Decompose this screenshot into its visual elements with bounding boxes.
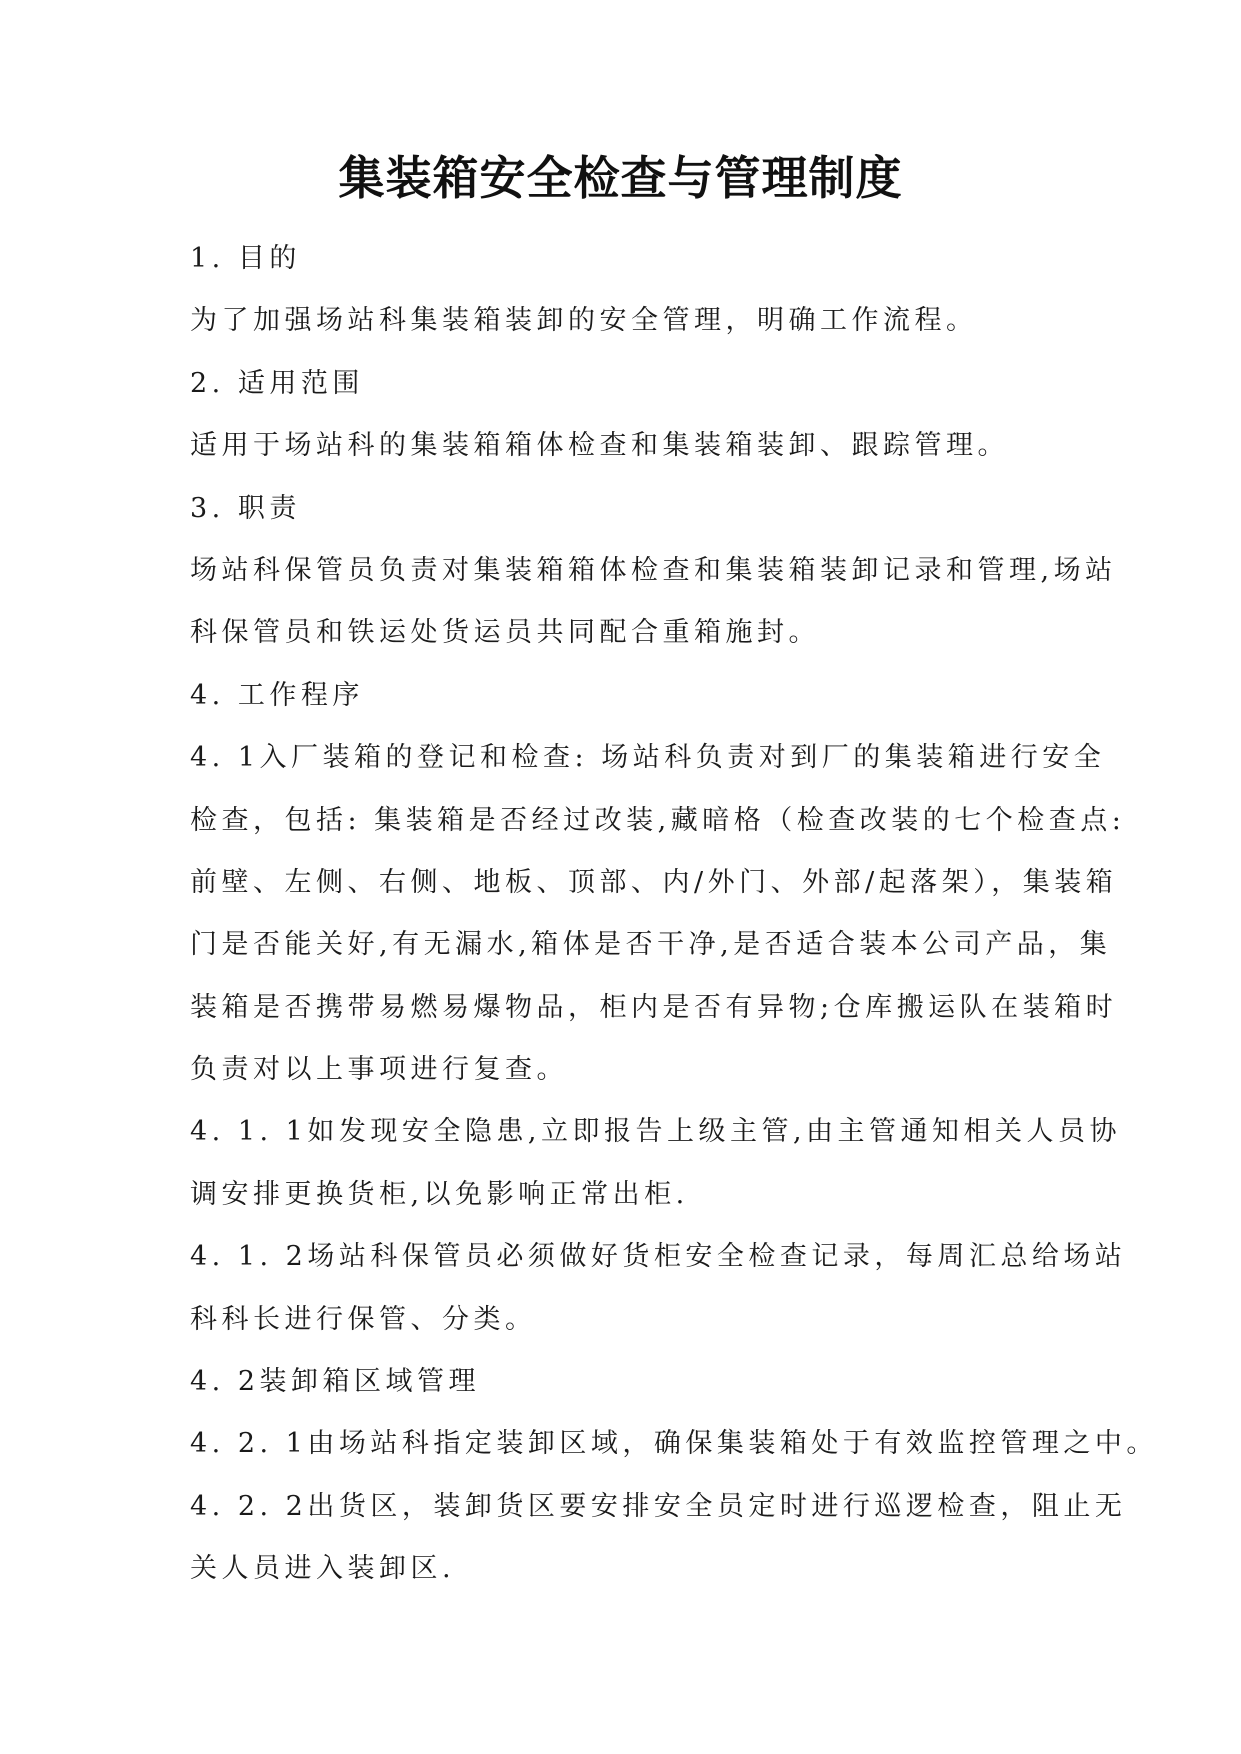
paragraph-line: 关人员进入装卸区. — [190, 1553, 456, 1585]
paragraph-line: 4. 1. 1如发现安全隐患,立即报告上级主管,由主管通知相关人员协 — [190, 1116, 1122, 1148]
document-body — [190, 228, 1158, 1601]
paragraph-line: 场站科保管员负责对集装箱箱体检查和集装箱装卸记录和管理,场站 — [190, 554, 1117, 586]
paragraph-line: 前壁、左侧、右侧、地板、顶部、内/外门、外部/起落架），集装箱 — [190, 866, 1118, 898]
paragraph-line: 适用于场站科的集装箱箱体检查和集装箱装卸、跟踪管理。 — [190, 430, 1009, 462]
paragraph-line: 4. 1. 2场站科保管员必须做好货柜安全检查记录，每周汇总给场站 — [190, 1241, 1127, 1273]
section-heading-procedure: 4. 工作程序 — [190, 679, 364, 711]
paragraph-line: 检查，包括: 集装箱是否经过改装,藏暗格（检查改装的七个检查点: — [190, 804, 1126, 836]
paragraph-line: 门是否能关好,有无漏水,箱体是否干净,是否适合装本公司产品，集 — [190, 929, 1112, 961]
paragraph-line: 为了加强场站科集装箱装卸的安全管理，明确工作流程。 — [190, 305, 978, 337]
paragraph-line: 调安排更换货柜,以免影响正常出柜. — [190, 1178, 689, 1210]
paragraph-line: 科科长进行保管、分类。 — [190, 1303, 537, 1335]
section-heading-purpose: 1. 目的 — [190, 243, 301, 274]
section-heading-scope: 2. 适用范围 — [190, 367, 364, 399]
document-title: 集装箱安全检查与管理制度 — [338, 151, 903, 205]
paragraph-line: 4. 2. 1由场站科指定装卸区域，确保集装箱处于有效监控管理之中。 — [190, 1428, 1158, 1460]
section-heading-responsibility: 3. 职责 — [190, 492, 301, 524]
paragraph-line: 科保管员和铁运处货运员共同配合重箱施封。 — [190, 617, 820, 649]
subsection-heading-loading-area: 4. 2装卸箱区域管理 — [190, 1366, 481, 1398]
paragraph-line: 装箱是否携带易燃易爆物品，柜内是否有异物;仓库搬运队在装箱时 — [190, 991, 1118, 1023]
paragraph-line: 4. 2. 2出货区，装卸货区要安排安全员定时进行巡逻检查，阻止无 — [190, 1490, 1127, 1522]
paragraph-line: 负责对以上事项进行复查。 — [190, 1054, 568, 1086]
paragraph-line: 4. 1入厂装箱的登记和检查: 场站科负责对到厂的集装箱进行安全 — [190, 742, 1106, 774]
